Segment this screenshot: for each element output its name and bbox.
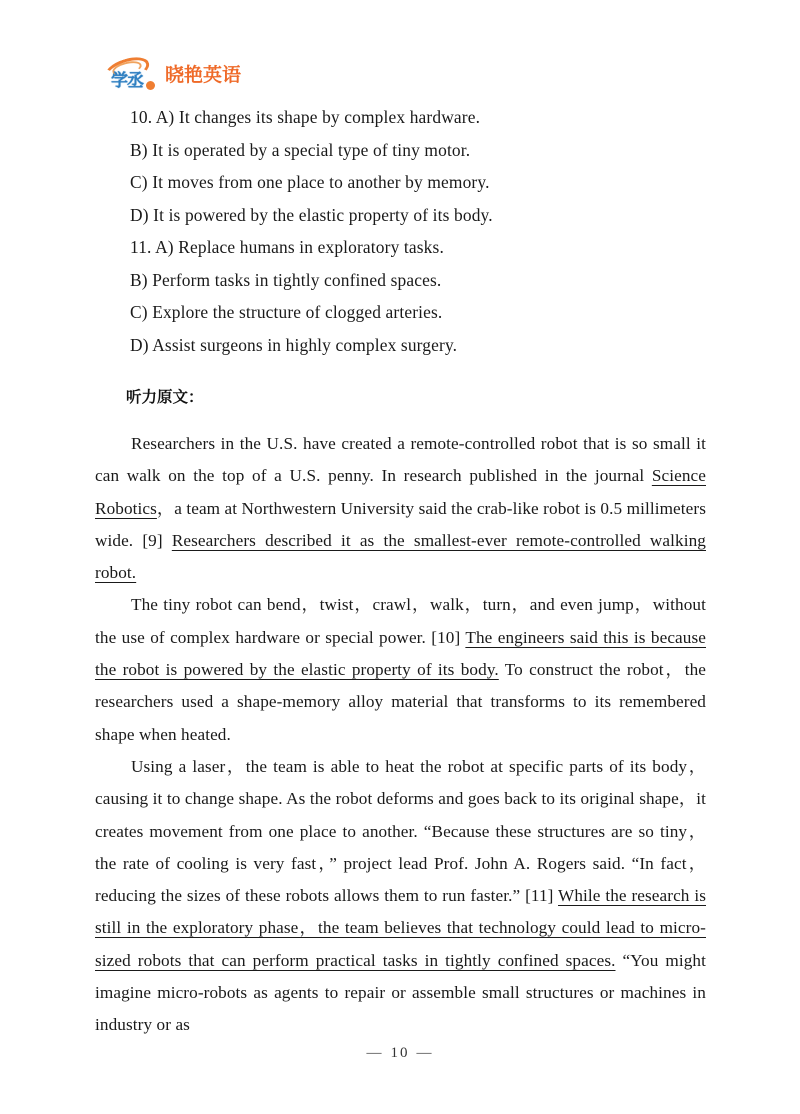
p2-text-a: The tiny robot can bend，twist，crawl，walk，turn，and even jump，without the use of complex hardware or special power. [10]	[95, 595, 706, 647]
option-q10-a: 10. A) It changes its shape by complex hardware.	[130, 107, 481, 127]
footer-dash-left: —	[366, 1045, 384, 1061]
footer-dash-right: —	[416, 1045, 434, 1061]
logo-emblem-icon	[96, 59, 158, 91]
p3-answer-key-11: While the research is still in the exploratory phase，the team believes that technology could lead to micro-sized robots that can perform practical tasks in tightly confined spaces.	[95, 886, 706, 970]
p1-text-a: Researchers in the U.S. have created a remote-controlled robot that is so small it can walk on the top of a U.S. penny. In research published in the journal	[95, 434, 706, 486]
passage-paragraph-1	[95, 428, 706, 589]
page-footer	[0, 1045, 800, 1062]
question-options-list	[130, 101, 710, 361]
passage-paragraph-3	[95, 751, 706, 1042]
section-heading-listening-script: 听力原文：	[126, 388, 204, 406]
p3-text-b: “You might imagine micro-robots as agents to repair or assemble small structures or machines in industry or as	[95, 950, 706, 1035]
p1-answer-key-9: Researchers described it as the smallest-ever remote-controlled walking robot.	[95, 530, 706, 583]
option-q10-b: B) It is operated by a special type of tiny motor.	[130, 139, 471, 160]
brand-logo	[96, 58, 241, 92]
option-q11-a: 11. A) Replace humans in exploratory tasks.	[130, 237, 444, 257]
p2-text-b: To construct the robot，the researchers used a shape-memory alloy material that transforms to its remembered shape when heated.	[95, 660, 706, 744]
page-number: 10	[390, 1045, 410, 1061]
p2-answer-key-10: The engineers said this is because the robot is powered by the elastic property of its body.	[95, 627, 706, 680]
option-q11-c: C) Explore the structure of clogged arteries.	[130, 302, 443, 322]
listening-script-passage	[95, 428, 706, 1042]
passage-paragraph-2	[95, 589, 706, 750]
p1-text-b: ，a team at Northwestern University said the crab-like robot is 0.5 millimeters wide. [9]	[95, 498, 706, 550]
logo-brand-text: 晓艳英语	[165, 63, 242, 86]
logo-dot-icon	[146, 81, 155, 90]
p1-journal-name: Science Robotics	[95, 466, 706, 518]
option-q11-b: B) Perform tasks in tightly confined spaces.	[130, 269, 442, 290]
p3-text-a: Using a laser，the team is able to heat the robot at specific parts of its body，causing it to change shape. As the robot deforms and goes back to its original shape，it creates movement from one place to another. “Because these structures are so tiny，the rate of cooling is very fast，” project lead Prof. John A. Rogers said. “In fact，reducing the sizes of these robots allows them to run faster.” [11]	[95, 756, 706, 906]
option-q10-d: D) It is powered by the elastic property of its body.	[130, 204, 493, 225]
option-q10-c: C) It moves from one place to another by memory.	[130, 172, 490, 192]
logo-mark-text: 学丞	[111, 71, 143, 91]
option-q11-d: D) Assist surgeons in highly complex surgery.	[130, 334, 458, 355]
